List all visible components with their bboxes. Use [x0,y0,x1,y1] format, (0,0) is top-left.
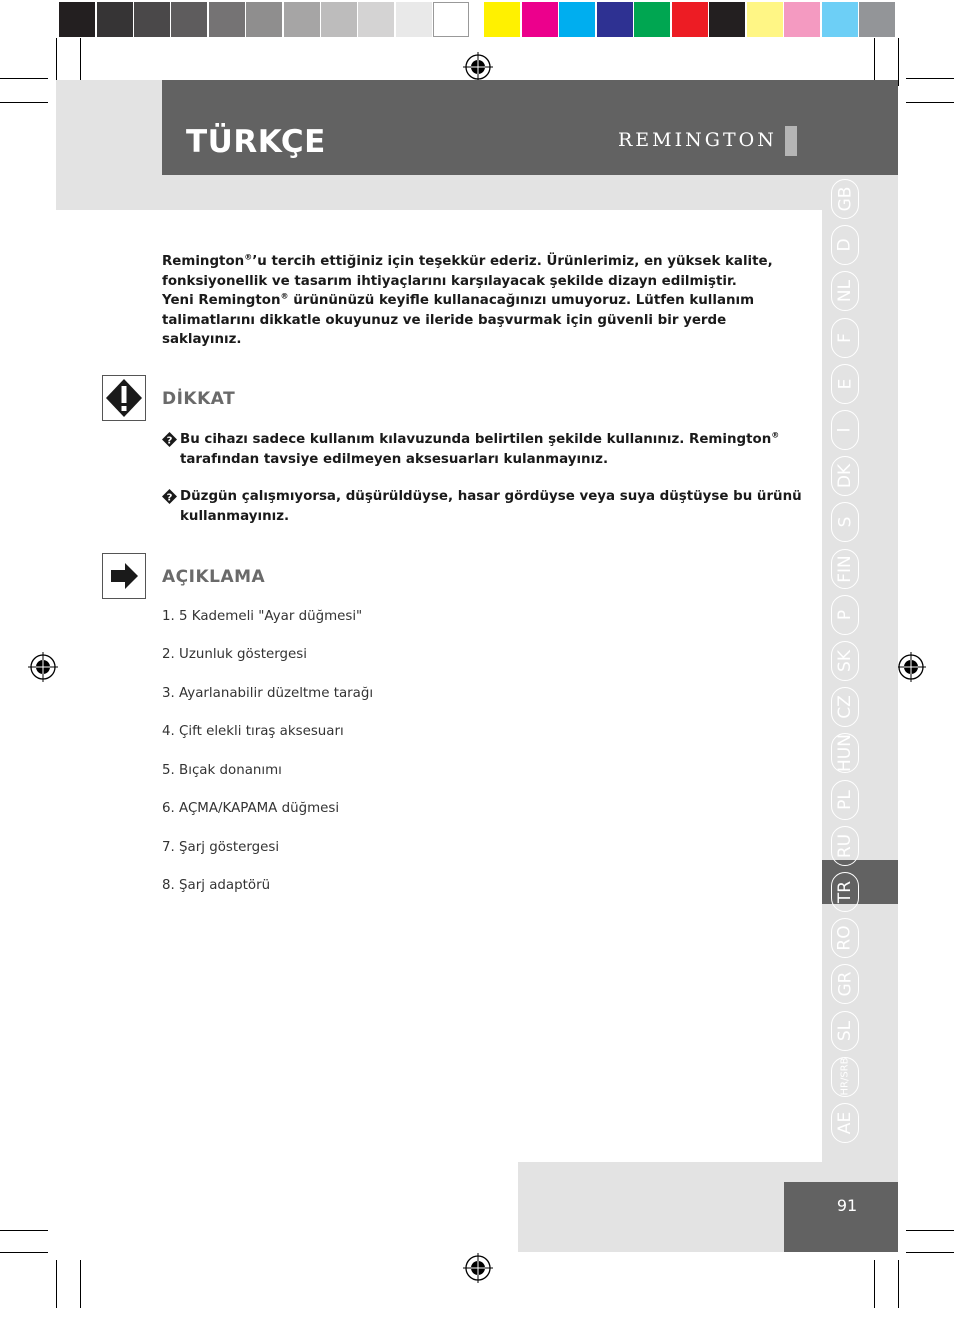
tab-ro[interactable] [831,918,859,958]
gray-swatch-3 [134,2,170,37]
tab-fin[interactable] [831,549,859,589]
gray-swatch-5 [209,2,245,37]
tab-nl[interactable] [831,271,859,311]
tab-label: RU [834,833,855,858]
tab-label: TR [834,880,855,904]
description-title: AÇIKLAMA [162,567,266,587]
tab-pl[interactable] [831,780,859,820]
brand-logo: REMINGTON [618,129,777,151]
tab-i[interactable] [831,410,859,450]
tab-label: HR/SRB [839,1057,851,1096]
tab-sk[interactable] [831,641,859,681]
magenta-swatch [522,2,558,37]
gray-swatch-7 [284,2,320,37]
blue-swatch [597,2,633,37]
tab-hr-srb[interactable] [831,1057,859,1097]
tab-label: S [834,516,855,528]
gray-swatch-11 [433,2,469,37]
gray-swatch-1 [59,2,95,37]
list-item: 4. Çift elekli tıraş aksesuarı [162,724,344,739]
tab-label: HUN [835,734,856,773]
tab-label: P [834,609,855,620]
tab-label: GR [835,971,855,997]
tab-ae[interactable] [831,1103,859,1143]
tab-tr[interactable] [831,872,859,912]
arrow-right-icon [102,553,146,599]
warning-title: DİKKAT [162,389,236,409]
tab-label: GB [835,186,855,212]
intro-paragraph: Remington®’u tercih ettiğiniz için teşekkür ederiz. Ürünlerimiz, en yüksek kalite, fonksiyonellik ve tasarım ihtiyaçlarını karşılayacak şekilde dizayn edilmiştir. Yeni Remington® ürününüzü keyifle kullanacağınızı umuyoruz. Lütfen kullanım talimatlarını dikkatle okuyunuz ve ileride başvurmak için güvenli bir yerde saklayınız. [162,252,773,347]
tab-label: RO [834,925,855,951]
tab-gr[interactable] [831,964,859,1004]
diamond-bullet-icon [162,432,177,447]
tab-sl[interactable] [831,1011,859,1051]
tab-label: F [835,332,855,343]
registration-mark-top [463,52,493,82]
list-item: 7. Şarj göstergesi [162,840,280,855]
gray-swatch-6 [246,2,282,37]
yellow-swatch [484,2,520,37]
tab-p[interactable] [831,595,859,635]
gray-process-swatch [859,2,895,37]
tab-s[interactable] [831,502,859,542]
tab-f[interactable] [831,318,859,358]
list-item: 1. 5 Kademeli "Ayar düğmesi" [162,609,363,624]
tab-gb[interactable] [831,179,859,219]
gray-swatch-4 [171,2,207,37]
tab-ru[interactable] [831,826,859,866]
black-swatch [709,2,745,37]
list-item: 5. Bıçak donanımı [162,763,282,778]
tab-dk[interactable] [831,456,859,496]
tab-label: AE [835,1111,855,1135]
tab-cz[interactable] [831,687,859,727]
list-item: 2. Uzunluk göstergesi [162,647,307,662]
pink-swatch [784,2,820,37]
tab-label: SL [834,1020,855,1041]
tab-label: D [835,238,855,252]
warning-item-2: ? Düzgün çalışmıyorsa, düşürüldüyse, hasar gördüyse veya suya düştüyse bu ürünü kullanmayınız. [162,487,802,527]
svg-text:?: ? [166,492,173,504]
tab-label: E [835,378,855,390]
tab-label: NL [834,280,855,303]
page-number: 91 [836,1196,858,1215]
green-swatch [634,2,670,37]
tab-label: CZ [835,695,855,719]
tab-label: PL [834,789,855,810]
registration-mark-right [896,652,926,682]
page-number-box [784,1182,898,1252]
registration-mark-bottom [463,1253,493,1283]
light-yellow-swatch [747,2,783,37]
tab-hun[interactable] [831,733,859,773]
cyan-swatch [559,2,595,37]
registration-mark-left [28,652,58,682]
light-cyan-swatch [822,2,858,37]
exclamation-icon [102,375,146,421]
tab-label: SK [834,650,855,672]
red-swatch [672,2,708,37]
gray-swatch-8 [321,2,357,37]
list-item: 3. Ayarlanabilir düzeltme tarağı [162,686,374,701]
list-item: 6. AÇMA/KAPAMA düğmesi [162,801,340,816]
tab-d[interactable] [831,225,859,265]
list-item: 8. Şarj adaptörü [162,878,271,893]
page-title: TÜRKÇE [186,124,326,160]
gray-swatch-9 [358,2,394,37]
gray-swatch-10 [396,2,432,37]
tab-label: I [834,427,855,433]
warning-item-1: ? Bu cihazı sadece kullanım kılavuzunda belirtilen şekilde kullanınız. Remington® tarafından tavsiye edilmeyen aksesuarları kulanmayınız. [162,430,802,470]
svg-text:?: ? [166,435,173,447]
gray-swatch-2 [97,2,133,37]
brand-bar [785,126,797,156]
tab-label: DK [835,464,855,489]
diamond-bullet-icon [162,489,177,504]
tab-e[interactable] [831,364,859,404]
tab-label: FIN [835,554,856,583]
